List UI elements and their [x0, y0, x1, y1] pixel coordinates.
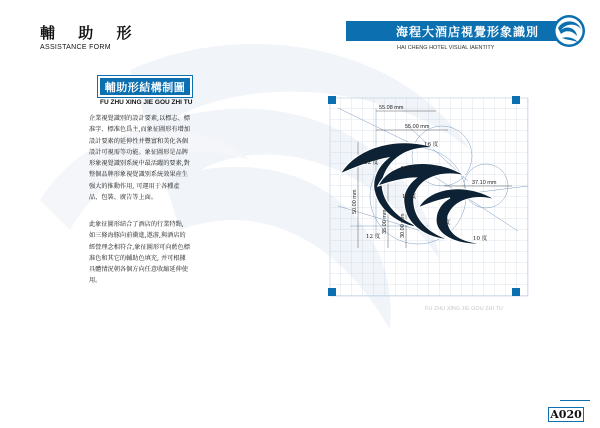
- angle-label-2: 32 度: [364, 160, 379, 166]
- angle-label-5: 13 度: [436, 220, 451, 226]
- angle-label-7: 12 度: [366, 234, 381, 240]
- dimension-label-5: 35.00 mm: [382, 209, 388, 234]
- angle-label-1: 16 度: [424, 142, 439, 148]
- section-title: 輔 助 形: [40, 24, 141, 42]
- dimension-label-4: 50.00 mm: [352, 189, 358, 214]
- section-subtitle: ASSISTANCE FORM: [40, 44, 111, 51]
- hotel-logo-icon: [552, 14, 586, 48]
- dimension-label-3: 37.10 mm: [472, 180, 497, 186]
- corner-marker-top-right: [512, 96, 520, 104]
- angle-label-3: 41 度: [400, 166, 415, 172]
- angle-label-4: 16 度: [402, 194, 417, 200]
- dimension-label-1: 55.08 mm: [379, 105, 404, 111]
- corner-marker-bottom-right: [512, 288, 520, 296]
- page-number-box: [548, 407, 584, 422]
- construction-drawing: [318, 86, 538, 306]
- dimension-label-2: 55.00 mm: [405, 124, 430, 130]
- corner-marker-bottom-left: [328, 288, 336, 296]
- corner-marker-top-left: [328, 96, 336, 104]
- panel-title: 輔助形結構制圖: [104, 81, 186, 94]
- dimension-label-6: 30.00 mm: [400, 213, 406, 238]
- panel-title-box: [100, 78, 190, 95]
- brand-name-english: HAI CHENG HOTEL VISUAL IAENTITY: [397, 45, 495, 51]
- angle-label-6: 10 度: [473, 236, 488, 242]
- drawing-caption: FU ZHU XING JIE GOU ZHI TU: [425, 306, 503, 312]
- page-number-rule: [560, 400, 590, 401]
- brand-name-chinese: 海程大酒店視覺形象識別: [396, 25, 540, 39]
- panel-pinyin: FU ZHU XING JIE GOU ZHI TU: [100, 99, 193, 106]
- description-paragraph-2: 此象征圖形結合了酒店的行業特點, 如三條海豚向前衝進,遨游,與酒店的經營理念相符合,象征圖形可向藍色標准色和其它的輔助色填充, 并可根據具體情況朝各個方向任意收縮延伸使用。: [89, 221, 190, 285]
- page-number: A020: [550, 408, 582, 421]
- description-paragraph-1: 企業視覺識別的設計要素,以標志、標准字、標准色爲主,而象征圖形有增加設計要素的延伸性并豐富和美化各個設計可視需等功能。象征圖形是品牌形象視覺識别系統中最活躍的要素,對整個品牌形象視覺識别系統效果産生强大的推動作用, 可運用于各種產品、包裝、廣告等上面。: [89, 115, 190, 202]
